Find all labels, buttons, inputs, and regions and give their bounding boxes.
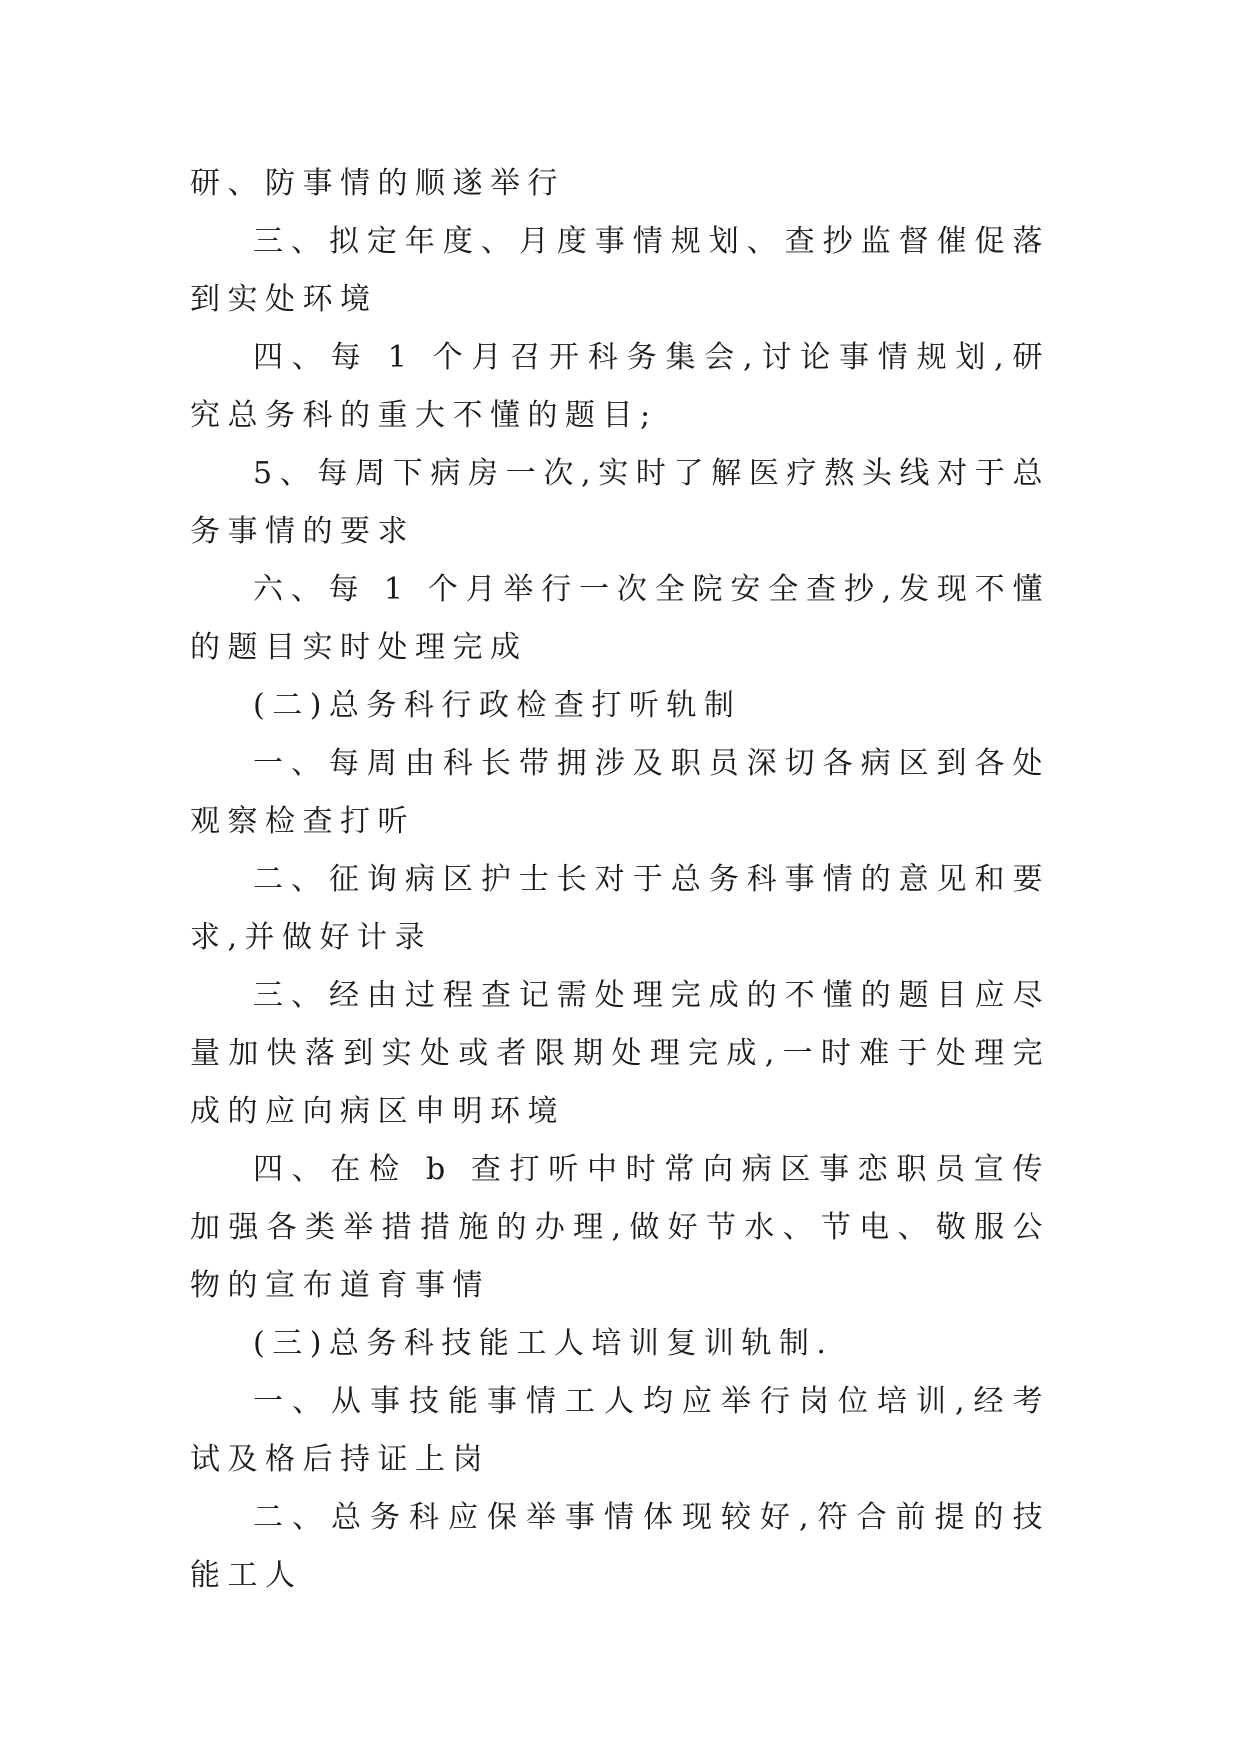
- paragraph-8: 二、征询病区护士长对于总务科事情的意见和要求,并做好计录: [190, 862, 1050, 955]
- paragraph-1: 研、防事情的顺遂举行: [190, 166, 565, 201]
- paragraph-3: 四、每 1 个月召开科务集会,讨论事情规划,研究总务科的重大不懂的题目;: [190, 340, 1050, 433]
- paragraph-9: 三、经由过程查记需处理完成的不懂的题目应尽量加快落到实处或者限期处理完成,一时难于处理完成的应向病区申明环境: [190, 978, 1050, 1129]
- paragraph-10: 四、在检 b 查打听中时常向病区事恋职员宣传加强各类举措措施的办理,做好节水、节电、敬服公物的宣布道育事情: [190, 1152, 1050, 1303]
- paragraph-12: 一、从事技能事情工人均应举行岗位培训,经考试及格后持证上岗: [190, 1384, 1050, 1477]
- section-heading-2: (二)总务科行政检查打听轨制: [253, 688, 742, 723]
- paragraph-7: 一、每周由科长带拥涉及职员深切各病区到各处观察检查打听: [190, 746, 1050, 839]
- document-body: [190, 155, 1050, 1605]
- paragraph-4: 5、每周下病房一次,实时了解医疗熬头线对于总务事情的要求: [190, 456, 1050, 549]
- section-heading-3: (三)总务科技能工人培训复训轨制.: [253, 1326, 834, 1361]
- paragraph-5: 六、每 1 个月举行一次全院安全查抄,发现不懂的题目实时处理完成: [190, 572, 1050, 665]
- paragraph-2: 三、拟定年度、月度事情规划、查抄监督催促落到实处环境: [190, 224, 1050, 317]
- paragraph-13: 二、总务科应保举事情体现较好,符合前提的技能工人: [190, 1500, 1050, 1593]
